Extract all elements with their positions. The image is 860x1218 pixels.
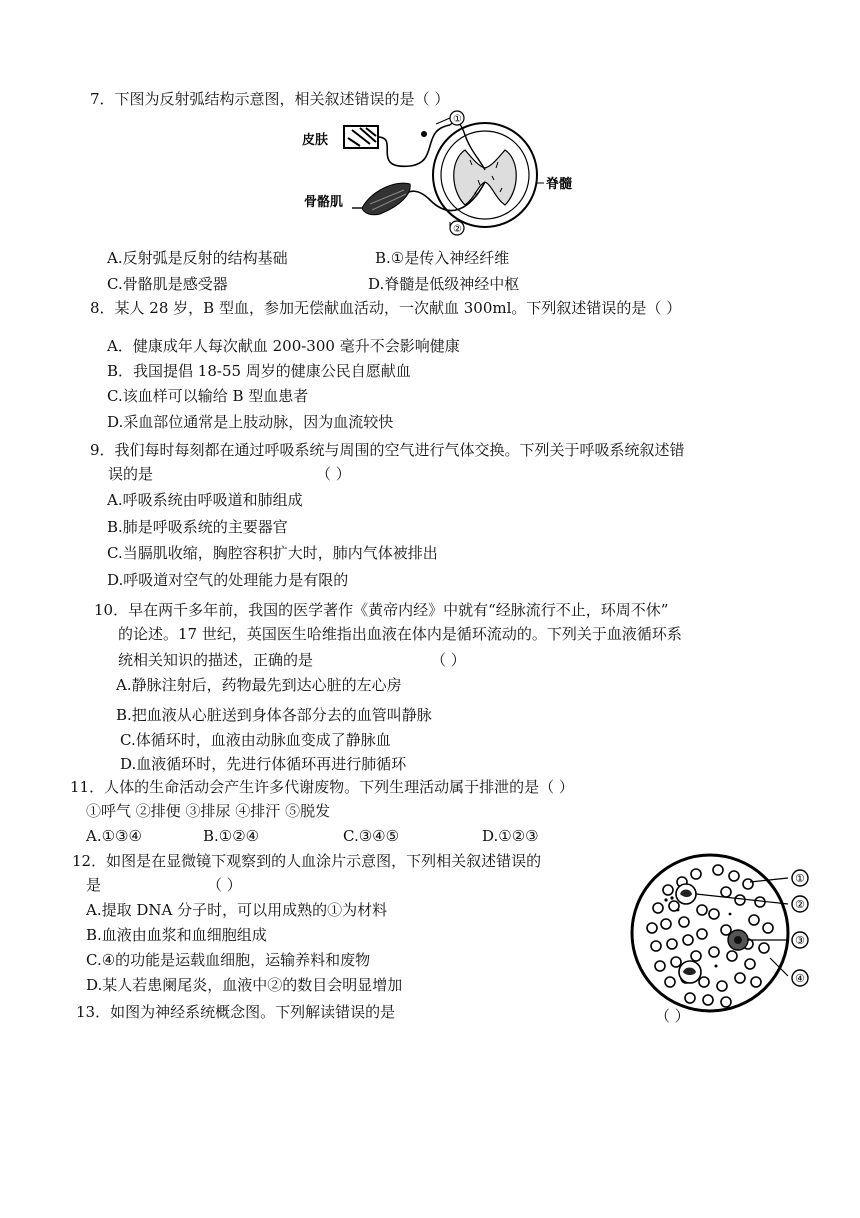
smear-marker-4: ④ bbox=[795, 972, 805, 985]
q11-option-a: A.①③④ bbox=[86, 827, 142, 845]
q8-stem: 8．某人 28 岁，B 型血，参加无偿献血活动，一次献血 300ml。下列叙述错误的是（ ） bbox=[90, 299, 682, 317]
q13-stem: 13．如图为神经系统概念图。下列解读错误的是 bbox=[76, 1003, 396, 1021]
q7-option-a: A.反射弧是反射的结构基础 bbox=[107, 249, 288, 267]
q10-answer-paren: （ ） bbox=[431, 651, 466, 669]
q7-stem: 7．下图为反射弧结构示意图，相关叙述错误的是（ ） bbox=[90, 90, 450, 108]
q11-option-d: D.①②③ bbox=[482, 827, 539, 845]
smear-marker-2: ② bbox=[795, 898, 805, 911]
q12-option-c: C.④的功能是运载血细胞，运输养料和废物 bbox=[86, 951, 371, 969]
q13-answer-paren: （ ） bbox=[655, 1007, 690, 1025]
q10-option-b: B.把血液从心脏送到身体各部分去的血管叫静脉 bbox=[116, 706, 432, 724]
q9-option-d: D.呼吸道对空气的处理能力是有限的 bbox=[107, 571, 349, 589]
q11-option-b: B.①②④ bbox=[203, 827, 260, 845]
q10-option-c: C.体循环时，血液由动脉血变成了静脉血 bbox=[120, 731, 391, 749]
cord-label: 脊髓 bbox=[546, 177, 573, 192]
q8-option-d: D.采血部位通常是上肢动脉，因为血流较快 bbox=[107, 413, 394, 431]
q9-option-b: B.肺是呼吸系统的主要器官 bbox=[107, 518, 288, 536]
q11-stem: 11．人体的生命活动会产生许多代谢废物。下列生理活动属于排泄的是（ ） bbox=[70, 778, 574, 796]
q11-option-c: C.③④⑤ bbox=[343, 827, 400, 845]
q7-option-d: D.脊髓是低级神经中枢 bbox=[368, 275, 520, 293]
q8-option-c: C.该血样可以输给 B 型血患者 bbox=[107, 387, 309, 405]
q7-option-b: B.①是传入神经纤维 bbox=[375, 249, 510, 267]
q8-option-b: B．我国提倡 18-55 周岁的健康公民自愿献血 bbox=[107, 362, 411, 380]
q8-option-a: A．健康成年人每次献血 200-300 毫升不会影响健康 bbox=[107, 337, 460, 355]
smear-marker-3: ③ bbox=[795, 934, 805, 947]
reflex-arc-figure bbox=[300, 110, 590, 240]
q10-stem-line3: 统相关知识的描述，正确的是 bbox=[118, 651, 314, 669]
q12-answer-paren: （ ） bbox=[207, 876, 242, 894]
q10-option-d: D.血液循环时，先进行体循环再进行肺循环 bbox=[120, 755, 407, 773]
q12-option-b: B.血液由血浆和血细胞组成 bbox=[86, 926, 267, 944]
q12-option-d: D.某人若患阑尾炎，血液中②的数目会明显增加 bbox=[86, 976, 403, 994]
q10-stem-line2: 的论述。17 世纪，英国医生哈维指出血液在体内是循环流动的。下列关于血液循环系 bbox=[118, 625, 682, 643]
q12-option-a: A.提取 DNA 分子时，可以用成熟的①为材料 bbox=[86, 901, 388, 919]
marker-1: ① bbox=[453, 114, 462, 125]
q12-stem-line1: 12．如图是在显微镜下观察到的人血涂片示意图，下列相关叙述错误的 bbox=[72, 852, 542, 870]
muscle-label: 骨骼肌 bbox=[304, 195, 344, 210]
marker-2: ② bbox=[453, 224, 462, 235]
smear-marker-1: ① bbox=[795, 872, 805, 885]
q9-option-a: A.呼吸系统由呼吸道和肺组成 bbox=[107, 491, 303, 509]
q9-stem-line2: 误的是 bbox=[108, 465, 154, 483]
q10-option-a: A.静脉注射后，药物最先到达心脏的左心房 bbox=[116, 676, 402, 694]
q7-option-c: C.骨骼肌是感受器 bbox=[107, 275, 228, 293]
q10-stem-line1: 10．早在两千多年前，我国的医学著作《黄帝内经》中就有“经脉流行不止，环周不休” bbox=[94, 601, 669, 619]
q9-option-c: C.当膈肌收缩，胸腔容积扩大时，肺内气体被排出 bbox=[107, 544, 438, 562]
q11-items: ①呼气 ②排便 ③排尿 ④排汗 ⑤脱发 bbox=[86, 802, 331, 820]
q9-stem-line1: 9．我们每时每刻都在通过呼吸系统与周围的空气进行气体交换。下列关于呼吸系统叙述错 bbox=[90, 441, 685, 459]
q9-answer-paren: （ ） bbox=[316, 465, 351, 483]
q12-stem-line2: 是 bbox=[86, 876, 102, 894]
blood-smear-figure bbox=[630, 848, 830, 1028]
skin-label: 皮肤 bbox=[302, 133, 329, 148]
